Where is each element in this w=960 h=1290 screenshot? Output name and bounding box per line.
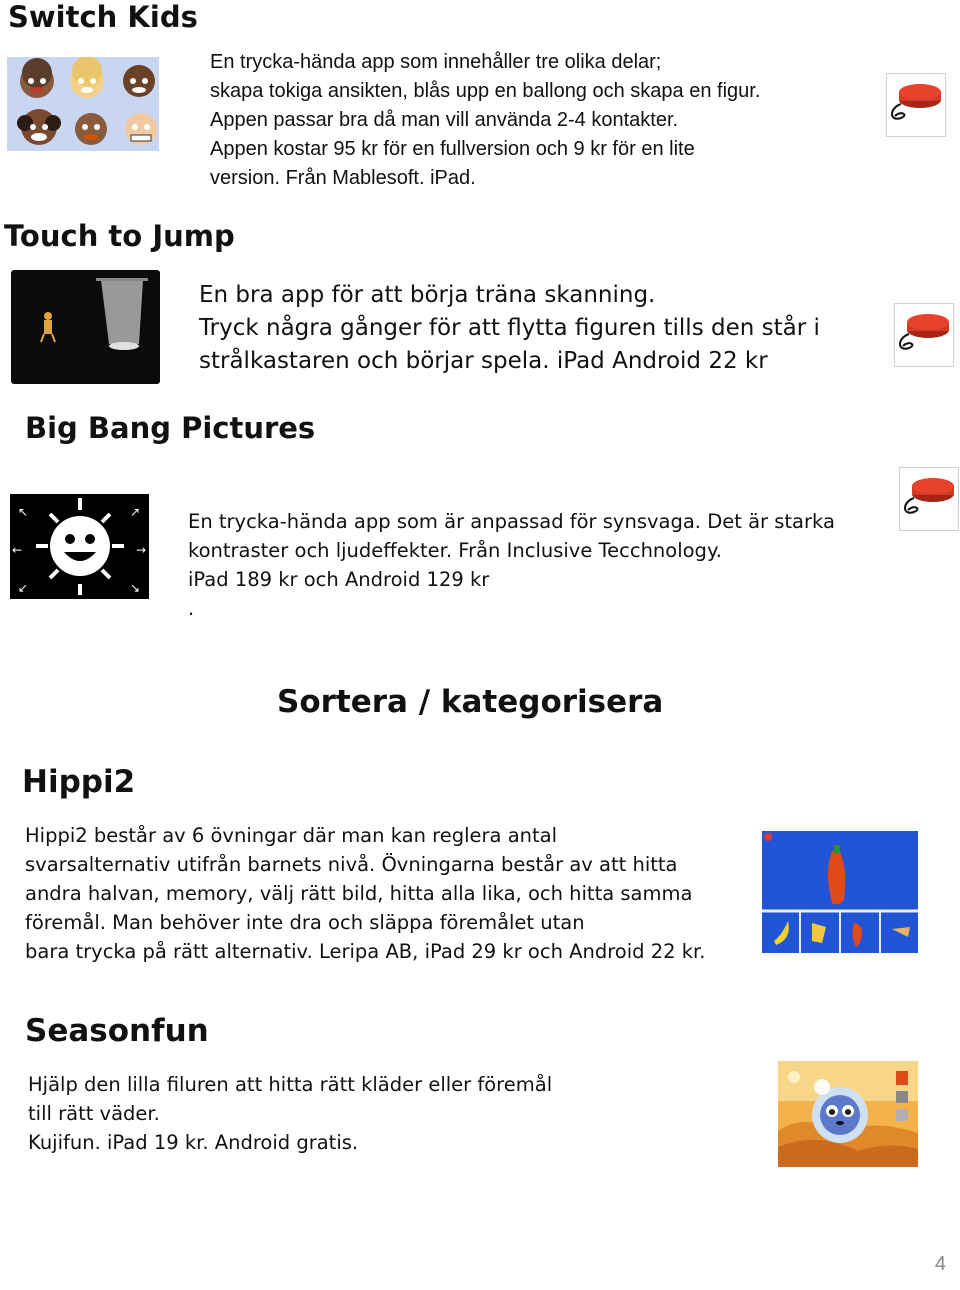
text-line: Appen kostar 95 kr för en fullversion och 9 kr för en lite <box>210 138 695 160</box>
switch-kids-faces-image <box>7 57 159 151</box>
svg-text:↙: ↙ <box>18 581 29 595</box>
text-line: En trycka-hända app som innehåller tre olika delar; <box>210 51 662 73</box>
hippi2-screenshot <box>762 831 918 953</box>
hippi2-description <box>25 821 705 966</box>
svg-text:↖: ↖ <box>18 505 29 519</box>
touch-to-jump-description <box>199 279 820 378</box>
svg-text:←: ← <box>12 543 23 557</box>
text-line: . <box>188 597 195 620</box>
text-line: version. Från Mablesoft. iPad. <box>210 167 476 189</box>
seasonfun-title: Seasonfun <box>25 1013 209 1049</box>
text-line: En bra app för att börja träna skanning. <box>199 282 656 308</box>
text-line: strålkastaren och börjar spela. iPad Android 22 kr <box>199 348 768 374</box>
text-line: Tryck några gånger för att flytta figuren tills den står i <box>199 315 820 341</box>
touch-to-jump-screenshot <box>11 270 160 384</box>
seasonfun-description <box>28 1070 552 1157</box>
text-line: svarsalternativ utifrån barnets nivå. Övningarna består av att hitta <box>25 853 678 876</box>
switch-button-icon <box>899 467 959 531</box>
big-bang-title: Big Bang Pictures <box>25 411 316 445</box>
text-line: till rätt väder. <box>28 1102 160 1125</box>
text-line: Appen passar bra då man vill använda 2-4 kontakter. <box>210 109 679 131</box>
switch-kids-title: Switch Kids <box>8 0 198 34</box>
switch-kids-description <box>210 48 760 193</box>
text-line: iPad 189 kr och Android 129 kr <box>188 568 490 591</box>
text-line: En trycka-hända app som är anpassad för synsvaga. Det är starka <box>188 510 835 533</box>
text-line: andra halvan, memory, välj rätt bild, hitta alla lika, och hitta samma <box>25 882 693 905</box>
big-bang-description <box>188 507 835 623</box>
seasonfun-screenshot <box>778 1061 918 1167</box>
text-line: föremål. Man behöver inte dra och släppa föremålet utan <box>25 911 585 934</box>
switch-button-icon <box>894 303 954 367</box>
text-line: Hjälp den lilla filuren att hitta rätt kläder eller föremål <box>28 1073 553 1096</box>
text-line: bara trycka på rätt alternativ. Leripa AB, iPad 29 kr och Android 22 kr. <box>25 940 706 963</box>
switch-button-icon <box>886 73 946 137</box>
text-line: kontraster och ljudeffekter. Från Inclusive Tecchnology. <box>188 539 722 562</box>
text-line: skapa tokiga ansikten, blås upp en ballong och skapa en figur. <box>210 80 761 102</box>
hippi2-title: Hippi2 <box>22 764 136 800</box>
touch-to-jump-title: Touch to Jump <box>4 219 235 253</box>
text-line: Kujifun. iPad 19 kr. Android gratis. <box>28 1131 359 1154</box>
text-line: Hippi2 består av 6 övningar där man kan reglera antal <box>25 824 558 847</box>
big-bang-sun-image <box>10 494 149 599</box>
svg-text:↗: ↗ <box>130 505 141 519</box>
page-number: 4 <box>934 1253 946 1275</box>
svg-text:→: → <box>136 543 147 557</box>
sortera-heading: Sortera / kategorisera <box>277 684 664 720</box>
svg-text:↘: ↘ <box>130 581 141 595</box>
